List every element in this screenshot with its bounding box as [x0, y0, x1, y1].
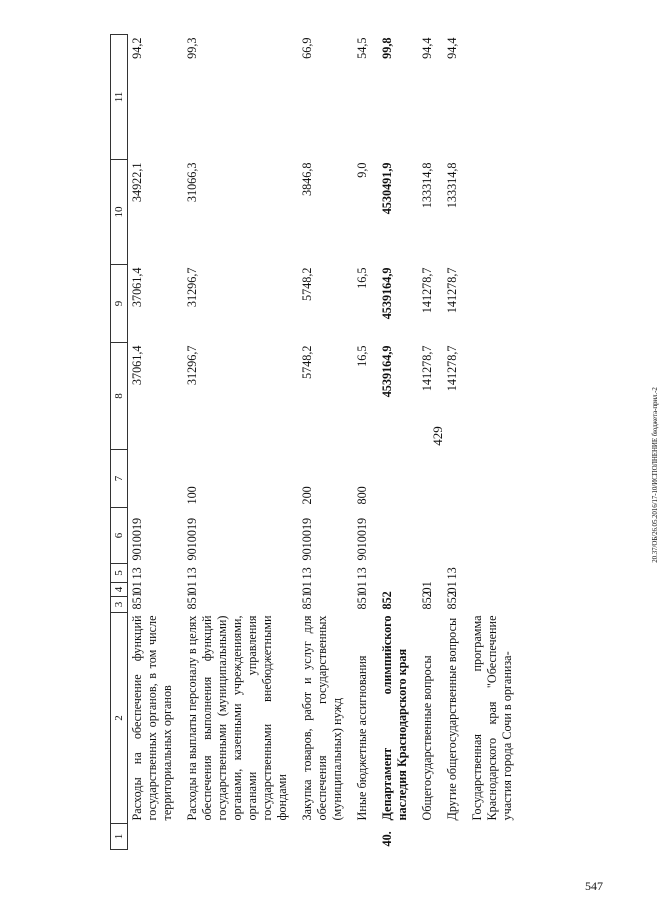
cell-c3: 851 [355, 591, 369, 610]
cell-c10: 34922,1 [130, 162, 144, 203]
table-row [298, 35, 353, 850]
cell-name: Расходы на обеспечение функций государственных органов, в том числе территориальных органов [130, 615, 174, 821]
cell-c6 [378, 508, 418, 564]
cell-n [128, 824, 184, 850]
cell-c9: 4539164,9 [380, 267, 394, 320]
cell-c11: 94,4 [445, 37, 459, 59]
cell-c9: 31296,7 [185, 267, 199, 308]
table-row [418, 35, 443, 850]
cell-c10: 9,0 [355, 162, 369, 178]
cell-c8: 16,5 [355, 345, 369, 367]
cell-c9 [468, 265, 523, 343]
cell-c7: 100 [185, 486, 199, 505]
cell-n [443, 824, 468, 850]
rotated-table-page [110, 35, 600, 850]
budget-table [110, 34, 523, 850]
cell-c9: 16,5 [355, 267, 369, 289]
cell-c6 [443, 508, 468, 564]
cell-n [468, 824, 523, 850]
cell-name: Иные бюджетные ассигнования [355, 655, 369, 821]
cell-c7 [378, 450, 418, 508]
header-cell: 11 [111, 35, 128, 160]
cell-n [183, 824, 298, 850]
cell-c4: 01 [300, 581, 314, 594]
table-body [111, 35, 524, 850]
cell-c9: 141278,7 [445, 267, 459, 314]
cell-c11 [468, 35, 523, 160]
cell-n [298, 824, 353, 850]
table-row [378, 35, 418, 850]
table-row [128, 35, 184, 850]
cell-c3: 852 [420, 591, 434, 610]
cell-c11: 99,8 [380, 37, 394, 59]
cell-c11: 54,5 [355, 37, 369, 59]
header-cell: 6 [111, 508, 128, 564]
cell-c5: 13 [445, 567, 459, 580]
cell-c7 [468, 450, 523, 508]
cell-c10: 4530491,9 [380, 162, 394, 215]
cell-c11: 94,4 [420, 37, 434, 59]
cell-c7 [418, 450, 443, 508]
cell-c9: 141278,7 [420, 267, 434, 314]
table-row [468, 35, 523, 850]
header-cell: 4 [111, 583, 128, 597]
cell-c3: 851 [185, 591, 199, 610]
cell-c10: 31066,3 [185, 162, 199, 203]
cell-c5: 13 [130, 567, 144, 580]
header-cell: 2 [111, 613, 128, 824]
header-cell: 7 [111, 450, 128, 508]
cell-c8: 4539164,9 [380, 345, 394, 398]
cell-c5 [378, 564, 418, 583]
cell-c10 [468, 160, 523, 265]
cell-c10: 133314,8 [445, 162, 459, 209]
cell-c8: 141278,7 [420, 345, 434, 392]
cell-name: Другие общегосударственные вопросы [445, 617, 459, 821]
cell-c8: 5748,2 [300, 345, 314, 380]
cell-c5: 13 [300, 567, 314, 580]
cell-c6 [468, 508, 523, 564]
cell-c11: 94,2 [130, 37, 144, 59]
cell-c6: 9010019 [300, 517, 314, 561]
table-row [183, 35, 298, 850]
cell-c7: 800 [355, 486, 369, 505]
table-row [353, 35, 378, 850]
cell-c6: 9010019 [185, 517, 199, 561]
cell-c5: 13 [355, 567, 369, 580]
page-number-top: 429 [430, 426, 445, 446]
cell-name: Департамент олимпийского наследия Краснодарского края [380, 615, 409, 821]
cell-c8: 141278,7 [445, 345, 459, 392]
cell-n [353, 824, 378, 850]
cell-n: 40. [380, 831, 394, 847]
cell-c3: 852 [380, 591, 394, 610]
cell-c8: 37061,4 [130, 345, 144, 386]
cell-c8: 31296,7 [185, 345, 199, 386]
cell-n [418, 824, 443, 850]
cell-c7 [443, 450, 468, 508]
cell-c6: 9010019 [355, 517, 369, 561]
cell-name: Расходы на выплаты персоналу в целях обеспечения выполнения функций государственными (муниципальными) органами, казенными учреждениями, органами управления государственными внебюджетными фондами [185, 615, 289, 821]
cell-name: Государственная программа Краснодарского края "Обеспечение участия города Сочи в организа- [470, 615, 514, 821]
cell-c4: 01 [420, 581, 434, 594]
cell-c3: 851 [130, 591, 144, 610]
cell-c7: 200 [300, 486, 314, 505]
cell-c6 [418, 508, 443, 564]
header-cell: 1 [111, 824, 128, 850]
cell-c5 [468, 564, 523, 583]
cell-c4: 01 [185, 581, 199, 594]
cell-c6: 9010019 [130, 517, 144, 561]
document-id: 20.37/ОБ/26.05.2016/17-10/ИСПОЛНЕНИЕ бюджета-прил.-2 [651, 387, 659, 563]
header-cell: 8 [111, 343, 128, 450]
cell-c11: 99,3 [185, 37, 199, 59]
cell-c4 [468, 583, 523, 597]
cell-c9: 5748,2 [300, 267, 314, 302]
cell-c10: 133314,8 [420, 162, 434, 209]
page-number-bottom: 547 [585, 879, 603, 893]
cell-c3: 852 [445, 591, 459, 610]
header-cell: 10 [111, 160, 128, 265]
cell-c8 [468, 343, 523, 450]
table-row [443, 35, 468, 850]
cell-c4: 01 [355, 581, 369, 594]
cell-c3: 851 [300, 591, 314, 610]
cell-c4: 01 [445, 581, 459, 594]
cell-c9: 37061,4 [130, 267, 144, 308]
cell-c3 [468, 597, 523, 613]
cell-c4: 01 [130, 581, 144, 594]
header-cell: 5 [111, 564, 128, 583]
cell-c7 [128, 450, 184, 508]
cell-c5 [418, 564, 443, 583]
cell-c5: 13 [185, 567, 199, 580]
table-header-row [111, 35, 128, 850]
cell-name: Закупка товаров, работ и услуг для обеспечения государственных (муниципальных) нужд [300, 615, 344, 821]
cell-c11: 66,9 [300, 37, 314, 59]
cell-c10: 3846,8 [300, 162, 314, 197]
header-cell: 3 [111, 597, 128, 613]
cell-name: Общегосударственные вопросы [420, 655, 434, 821]
header-cell: 9 [111, 265, 128, 343]
